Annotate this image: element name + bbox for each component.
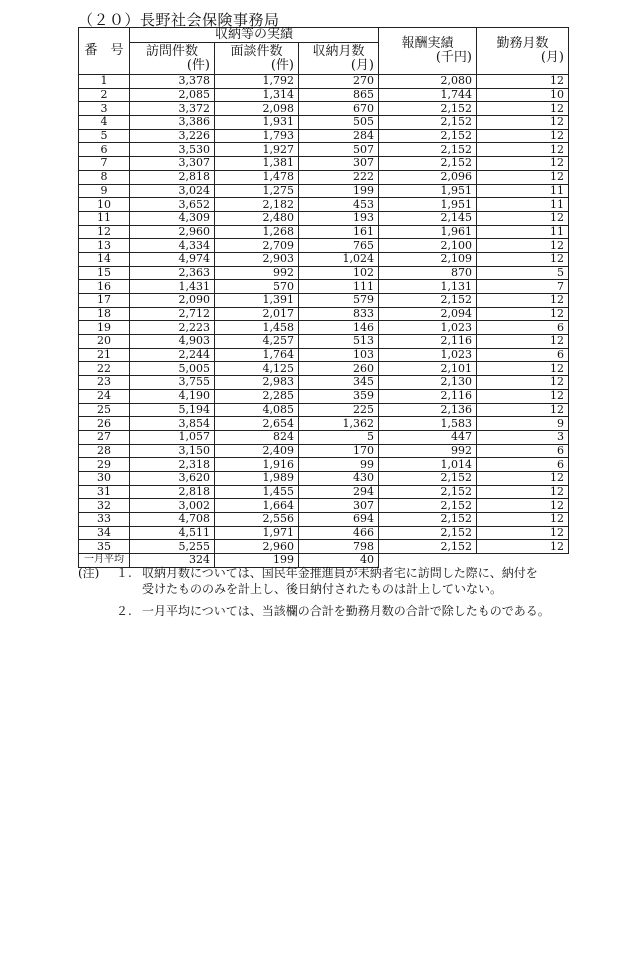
cell-interviews: 2,960 [215,540,299,554]
table-row [79,321,569,335]
cell-no: 14 [79,252,130,266]
page-title: （２０）長野社会保険事務局 [78,11,280,29]
table-row [79,252,569,266]
cell-visits: 4,334 [130,239,215,253]
note-1-line-2: 受けたもののみを計上し、後日納付されたものは計上していない。 [142,582,503,596]
cell-interviews: 4,125 [215,362,299,376]
cell-collected: 1,362 [299,417,379,431]
cell-pay: 2,152 [379,499,477,513]
cell-collected: 222 [299,170,379,184]
cell-interviews: 1,455 [215,485,299,499]
cell-visits: 2,363 [130,266,215,280]
cell-interviews: 1,458 [215,321,299,335]
cell-interviews: 4,085 [215,403,299,417]
cell-visits: 3,854 [130,417,215,431]
cell-collected: 111 [299,280,379,294]
cell-pay: 1,131 [379,280,477,294]
cell-months: 12 [477,362,569,376]
cell-visits: 3,378 [130,75,215,89]
cell-interviews: 1,764 [215,348,299,362]
cell-collected: 260 [299,362,379,376]
cell-pay: 447 [379,430,477,444]
cell-interviews: 1,792 [215,75,299,89]
cell-pay: 2,152 [379,116,477,130]
cell-pay: 2,152 [379,471,477,485]
cell-no: 13 [79,239,130,253]
table-row [79,211,569,225]
cell-interviews: 1,931 [215,116,299,130]
cell-collected: 513 [299,335,379,349]
cell-pay: 1,744 [379,88,477,102]
table-row [79,362,569,376]
cell-visits: 3,386 [130,116,215,130]
cell-interviews: 1,314 [215,88,299,102]
cell-interviews: 2,480 [215,211,299,225]
note-1-number: １. [116,566,132,580]
cell-collected: 430 [299,471,379,485]
cell-visits: 2,818 [130,170,215,184]
cell-months: 12 [477,471,569,485]
table-row [79,513,569,527]
table-row [79,376,569,390]
cell-visits: 5,255 [130,540,215,554]
cell-pay: 870 [379,266,477,280]
table-row [79,170,569,184]
cell-no: 6 [79,143,130,157]
cell-interviews: 992 [215,266,299,280]
cell-pay: 1,014 [379,458,477,472]
cell-pay: 2,152 [379,143,477,157]
table-row [79,348,569,362]
table-row [79,471,569,485]
cell-pay: 2,130 [379,376,477,390]
cell-visits: 2,090 [130,294,215,308]
cell-pay: 2,152 [379,485,477,499]
table-row [79,129,569,143]
cell-collected: 765 [299,239,379,253]
average-label: 一月平均 [79,554,130,568]
note-prefix: (注) [78,566,100,580]
cell-interviews: 2,709 [215,239,299,253]
cell-interviews: 1,664 [215,499,299,513]
cell-months: 12 [477,513,569,527]
header-visits-unit: (件) [186,57,210,73]
table-row [79,335,569,349]
cell-months: 6 [477,458,569,472]
cell-months: 10 [477,88,569,102]
cell-no: 18 [79,307,130,321]
header-interviews [215,43,299,75]
cell-visits: 1,057 [130,430,215,444]
table-row [79,157,569,171]
cell-pay: 2,136 [379,403,477,417]
cell-visits: 4,309 [130,211,215,225]
cell-no: 8 [79,170,130,184]
table-row [79,280,569,294]
cell-no: 22 [79,362,130,376]
cell-months: 5 [477,266,569,280]
cell-months: 12 [477,143,569,157]
performance-table [78,27,569,568]
cell-pay: 2,116 [379,335,477,349]
cell-collected: 579 [299,294,379,308]
table-row [79,458,569,472]
cell-visits: 3,652 [130,198,215,212]
average-visits: 324 [130,554,215,568]
cell-collected: 453 [299,198,379,212]
table-body [79,75,569,554]
cell-months: 3 [477,430,569,444]
cell-visits: 3,620 [130,471,215,485]
header-pay-unit: (千円) [435,50,473,65]
cell-no: 35 [79,540,130,554]
cell-no: 7 [79,157,130,171]
cell-pay: 2,152 [379,102,477,116]
table-row [79,307,569,321]
note-2-text: 一月平均については、当該欄の合計を勤務月数の合計で除したものである。 [142,604,550,618]
cell-collected: 359 [299,389,379,403]
cell-no: 24 [79,389,130,403]
cell-no: 23 [79,376,130,390]
cell-collected: 193 [299,211,379,225]
header-collected-label: 収納月数 [312,43,365,59]
cell-no: 26 [79,417,130,431]
cell-pay: 2,100 [379,239,477,253]
header-interviews-unit: (件) [270,57,294,73]
header-no: 番 号 [79,28,130,75]
cell-months: 6 [477,321,569,335]
cell-pay: 1,023 [379,348,477,362]
table-row [79,225,569,239]
cell-interviews: 1,275 [215,184,299,198]
cell-interviews: 1,391 [215,294,299,308]
cell-no: 34 [79,526,130,540]
cell-months: 12 [477,116,569,130]
cell-collected: 833 [299,307,379,321]
table-row [79,444,569,458]
cell-months: 12 [477,170,569,184]
cell-months: 12 [477,526,569,540]
cell-interviews: 1,927 [215,143,299,157]
cell-no: 10 [79,198,130,212]
cell-visits: 5,194 [130,403,215,417]
cell-pay: 2,101 [379,362,477,376]
cell-no: 27 [79,430,130,444]
cell-collected: 199 [299,184,379,198]
cell-interviews: 1,478 [215,170,299,184]
note-1-line-1: 収納月数については、国民年金推進員が未納者宅に訪問した際に、納付を [142,566,538,580]
cell-pay: 2,109 [379,252,477,266]
cell-pay: 2,152 [379,526,477,540]
cell-no: 19 [79,321,130,335]
average-interviews: 199 [215,554,299,568]
cell-months: 12 [477,389,569,403]
cell-interviews: 2,654 [215,417,299,431]
cell-no: 28 [79,444,130,458]
header-months [477,28,569,75]
cell-collected: 307 [299,157,379,171]
cell-collected: 161 [299,225,379,239]
cell-collected: 5 [299,430,379,444]
header-collected-unit: (月) [350,57,375,73]
cell-months: 12 [477,499,569,513]
cell-interviews: 2,182 [215,198,299,212]
cell-collected: 670 [299,102,379,116]
cell-visits: 3,150 [130,444,215,458]
cell-pay: 1,583 [379,417,477,431]
table-row [79,540,569,554]
cell-interviews: 1,971 [215,526,299,540]
cell-no: 17 [79,294,130,308]
cell-months: 12 [477,75,569,89]
cell-no: 31 [79,485,130,499]
cell-no: 1 [79,75,130,89]
cell-visits: 3,307 [130,157,215,171]
table-row [79,116,569,130]
header-collected [299,43,379,75]
table-row [79,75,569,89]
header-months-label: 勤務月数 [496,36,549,51]
cell-months: 11 [477,198,569,212]
cell-pay: 1,951 [379,184,477,198]
cell-months: 6 [477,348,569,362]
cell-pay: 1,023 [379,321,477,335]
cell-interviews: 570 [215,280,299,294]
cell-interviews: 2,556 [215,513,299,527]
cell-no: 16 [79,280,130,294]
header-months-unit: (月) [540,50,565,65]
cell-collected: 694 [299,513,379,527]
cell-interviews: 2,017 [215,307,299,321]
cell-interviews: 2,983 [215,376,299,390]
table-row [79,294,569,308]
cell-collected: 466 [299,526,379,540]
cell-no: 15 [79,266,130,280]
header-interviews-label: 面談件数 [230,43,283,59]
cell-visits: 4,903 [130,335,215,349]
cell-no: 9 [79,184,130,198]
cell-collected: 99 [299,458,379,472]
cell-months: 6 [477,444,569,458]
cell-pay: 2,096 [379,170,477,184]
cell-months: 12 [477,485,569,499]
header-pay-label: 報酬実績 [401,36,454,51]
cell-collected: 1,024 [299,252,379,266]
table-row [79,499,569,513]
cell-collected: 284 [299,129,379,143]
cell-months: 12 [477,307,569,321]
cell-months: 11 [477,225,569,239]
cell-visits: 5,005 [130,362,215,376]
cell-pay: 2,152 [379,157,477,171]
cell-no: 12 [79,225,130,239]
cell-interviews: 1,989 [215,471,299,485]
cell-collected: 294 [299,485,379,499]
cell-visits: 1,431 [130,280,215,294]
cell-months: 12 [477,335,569,349]
cell-months: 12 [477,102,569,116]
cell-no: 29 [79,458,130,472]
cell-collected: 865 [299,88,379,102]
cell-interviews: 1,916 [215,458,299,472]
cell-no: 5 [79,129,130,143]
cell-visits: 4,511 [130,526,215,540]
cell-pay: 1,951 [379,198,477,212]
cell-months: 12 [477,540,569,554]
table-row [79,239,569,253]
note-1 [78,565,598,597]
table-row [79,198,569,212]
cell-visits: 2,223 [130,321,215,335]
cell-collected: 146 [299,321,379,335]
table-row [79,526,569,540]
cell-visits: 2,960 [130,225,215,239]
cell-visits: 4,190 [130,389,215,403]
note-2-number: ２. [116,604,132,618]
table-row [79,389,569,403]
cell-interviews: 4,257 [215,335,299,349]
notes [78,565,598,619]
cell-pay: 992 [379,444,477,458]
cell-collected: 507 [299,143,379,157]
cell-months: 12 [477,157,569,171]
header-collection-group: 収納等の実績 [130,28,379,43]
cell-collected: 345 [299,376,379,390]
header-visits-label: 訪問件数 [145,43,198,59]
cell-interviews: 1,268 [215,225,299,239]
cell-months: 9 [477,417,569,431]
header-pay [379,28,477,75]
cell-pay: 2,116 [379,389,477,403]
cell-months: 12 [477,294,569,308]
cell-pay: 2,094 [379,307,477,321]
table-row [79,403,569,417]
cell-pay: 2,152 [379,540,477,554]
cell-visits: 2,318 [130,458,215,472]
cell-interviews: 2,903 [215,252,299,266]
table-row [79,143,569,157]
cell-pay: 2,152 [379,294,477,308]
cell-visits: 4,974 [130,252,215,266]
cell-no: 4 [79,116,130,130]
cell-visits: 3,530 [130,143,215,157]
cell-no: 25 [79,403,130,417]
cell-no: 11 [79,211,130,225]
cell-visits: 3,372 [130,102,215,116]
cell-interviews: 2,285 [215,389,299,403]
cell-months: 11 [477,184,569,198]
cell-no: 2 [79,88,130,102]
cell-months: 7 [477,280,569,294]
cell-visits: 2,712 [130,307,215,321]
cell-collected: 505 [299,116,379,130]
cell-pay: 2,145 [379,211,477,225]
cell-interviews: 2,409 [215,444,299,458]
cell-interviews: 2,098 [215,102,299,116]
cell-visits: 3,024 [130,184,215,198]
cell-collected: 307 [299,499,379,513]
cell-collected: 103 [299,348,379,362]
cell-months: 12 [477,211,569,225]
cell-pay: 2,152 [379,513,477,527]
table-row [79,102,569,116]
cell-interviews: 1,793 [215,129,299,143]
cell-visits: 2,244 [130,348,215,362]
table-row [79,417,569,431]
cell-no: 30 [79,471,130,485]
cell-months: 12 [477,252,569,266]
table-row [79,485,569,499]
cell-no: 33 [79,513,130,527]
cell-visits: 3,002 [130,499,215,513]
cell-months: 12 [477,403,569,417]
cell-visits: 3,226 [130,129,215,143]
table-row [79,184,569,198]
cell-visits: 4,708 [130,513,215,527]
header-visits [130,43,215,75]
table-row [79,430,569,444]
cell-collected: 225 [299,403,379,417]
cell-no: 32 [79,499,130,513]
cell-no: 21 [79,348,130,362]
average-collected: 40 [299,554,379,568]
cell-months: 12 [477,376,569,390]
cell-collected: 270 [299,75,379,89]
cell-collected: 102 [299,266,379,280]
cell-pay: 1,961 [379,225,477,239]
cell-visits: 2,818 [130,485,215,499]
table-row [79,266,569,280]
cell-months: 12 [477,129,569,143]
cell-collected: 798 [299,540,379,554]
cell-collected: 170 [299,444,379,458]
cell-months: 12 [477,239,569,253]
note-2 [78,603,598,619]
cell-visits: 2,085 [130,88,215,102]
cell-visits: 3,755 [130,376,215,390]
cell-interviews: 824 [215,430,299,444]
cell-no: 3 [79,102,130,116]
cell-no: 20 [79,335,130,349]
cell-pay: 2,080 [379,75,477,89]
table-row [79,88,569,102]
cell-interviews: 1,381 [215,157,299,171]
cell-pay: 2,152 [379,129,477,143]
